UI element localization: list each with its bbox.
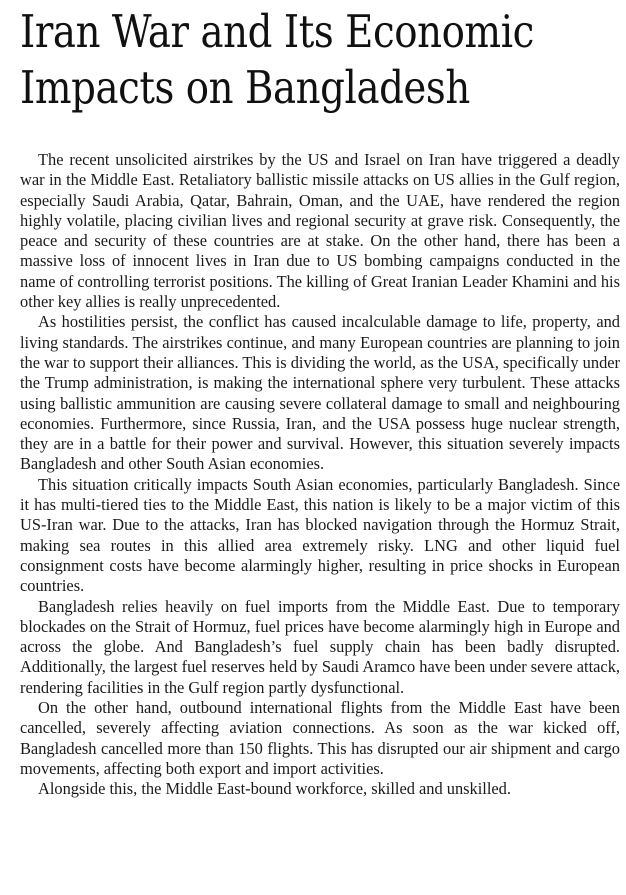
body-paragraph-5: On the other hand, outbound international flights from the Middle East have been cancelled, severely affecting aviation connections. As soon as the war kicked off, Bangladesh cancelled more than 150 flights. This has disrupted our air shipment and cargo movements, affecting both export and import activities.: [20, 698, 620, 778]
body-paragraph-3: This situation critically impacts South Asian economies, particularly Bangladesh. Since it has multi-tiered ties to the Middle East, this nation is likely to be a major victim of this US-Iran war. Due to the attacks, Iran has blocked navigation through the Hormuz Strait, making sea routes in this allied area extremely risky. LNG and other liquid fuel consignment costs have become alarmingly higher, resulting in price shocks in European countries.: [20, 474, 620, 596]
headline-line-1: Iran War and Its Economic: [20, 5, 534, 58]
body-paragraph-1: The recent unsolicited airstrikes by the US and Israel on Iran have triggered a deadly war in the Middle East. Retaliatory ballistic missile attacks on US allies in the Gulf region, especially Saudi Arabia, Qatar, Bahrain, Oman, and the UAE, have rendered the region highly volatile, placing civilian lives and regional security at grave risk. Consequently, the peace and security of these countries are at stake. On the other hand, there has been a massive loss of innocent lives in Iran due to US bombing campaigns conducted in the name of controlling terrorist positions. The killing of Great Iranian Leader Khamini and his other key allies is really unprecedented.: [20, 150, 620, 312]
body-paragraph-4: Bangladesh relies heavily on fuel imports from the Middle East. Due to temporary blockades on the Strait of Hormuz, fuel prices have become alarmingly high in Europe and across the globe. And Bangladesh’s fuel supply chain has been badly disrupted. Additionally, the largest fuel reserves held by Saudi Aramco have been under severe attack, rendering facilities in the Gulf region partly dysfunctional.: [20, 596, 620, 697]
article-body: [20, 150, 620, 800]
body-paragraph-2: As hostilities persist, the conflict has caused incalculable damage to life, property, and living standards. The airstrikes continue, and many European countries are planning to join the war to support their alliances. This is dividing the world, as the USA, specifically under the Trump administration, is making the international sphere very turbulent. These attacks using ballistic ammunition are causing severe collateral damage to small and neighbouring economies. Furthermore, since Russia, Iran, and the USA possess huge nuclear strength, they are in a battle for their power and survival. However, this situation severely impacts Bangladesh and other South Asian economies.: [20, 312, 620, 474]
body-paragraph-6: Alongside this, the Middle East-bound workforce, skilled and unskilled.: [38, 779, 511, 799]
headline-line-2: Impacts on Bangladesh: [20, 61, 470, 114]
article-headline: [20, 0, 622, 116]
